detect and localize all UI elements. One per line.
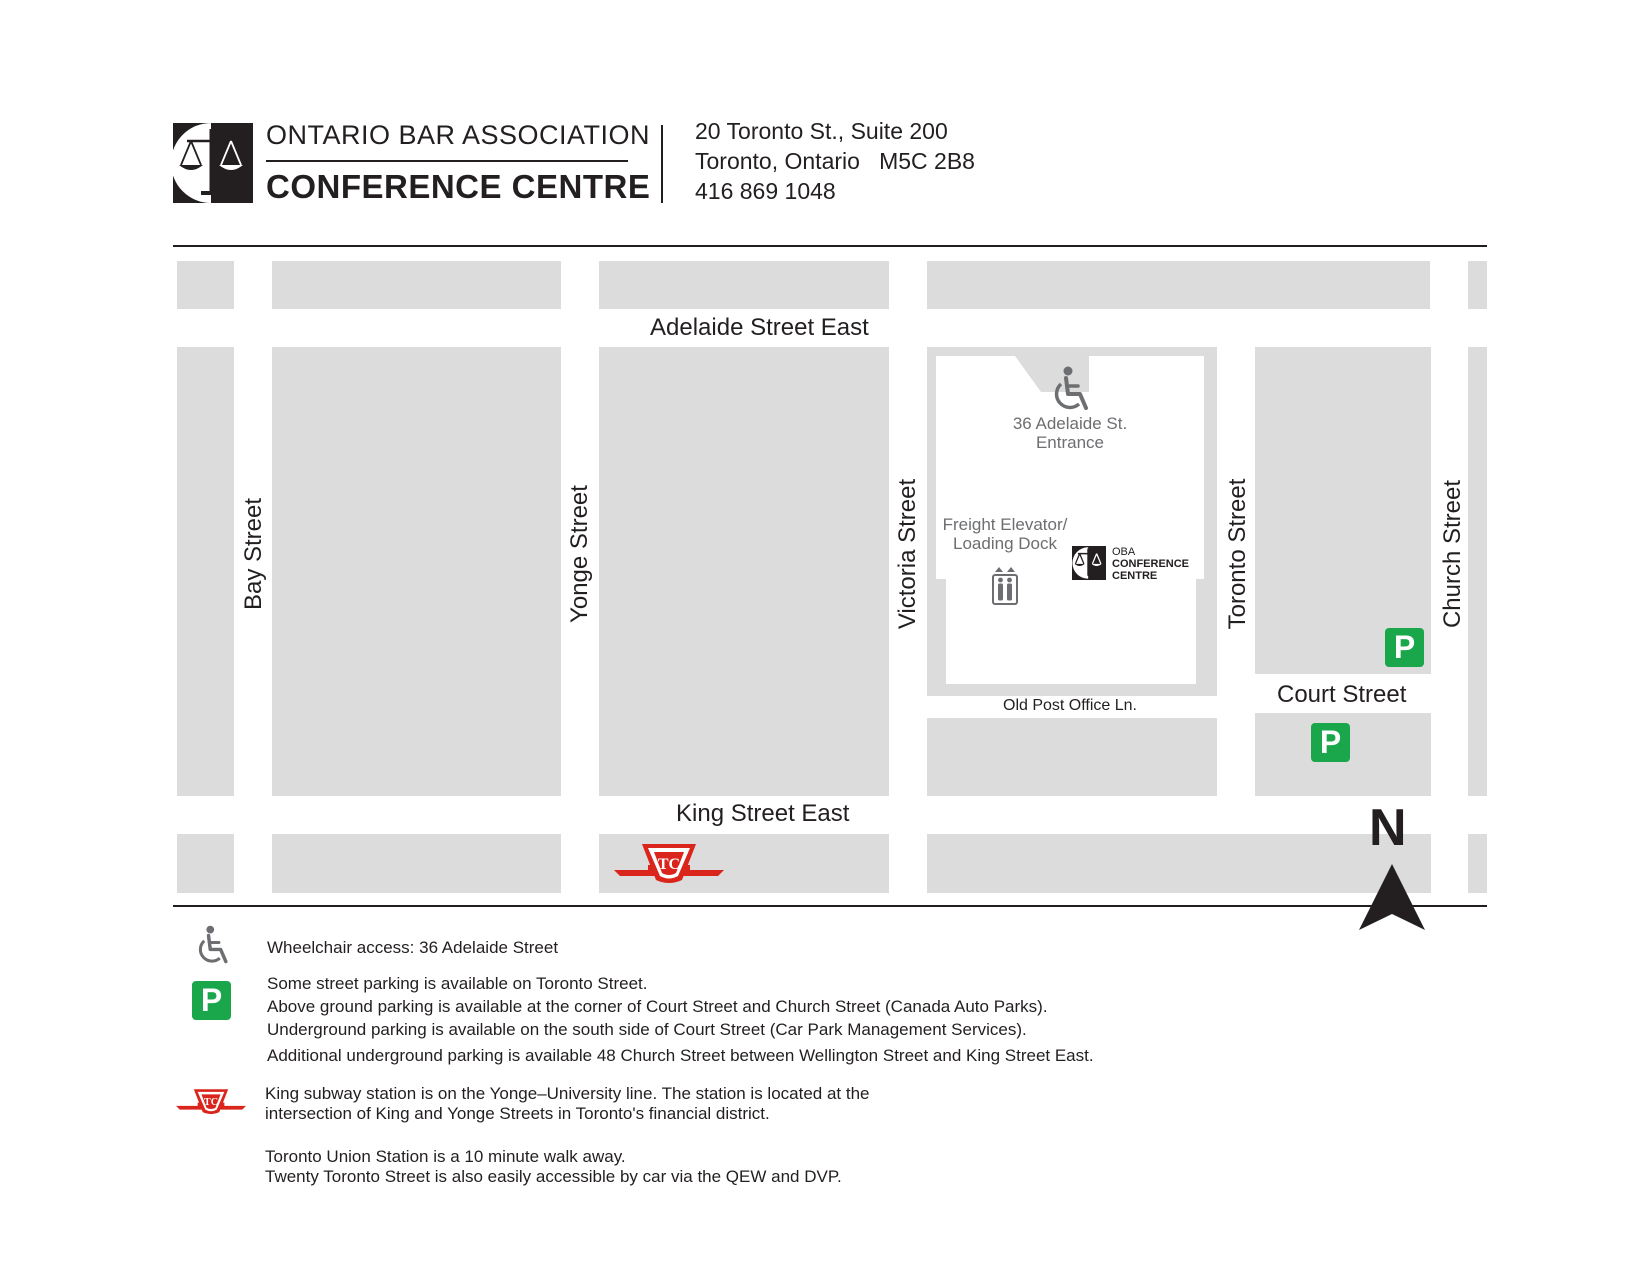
elevator-icon <box>991 565 1019 605</box>
ttc-subway-icon <box>614 842 724 886</box>
legend-parking-3: Underground parking is available on the south side of Court Street (Car Park Management Services). <box>267 1020 1027 1039</box>
street-label-old-post-office: Old Post Office Ln. <box>1003 697 1137 714</box>
city-block <box>1468 834 1487 893</box>
freight-label-line2: Loading Dock <box>953 534 1057 553</box>
svg-text:TC: TC <box>657 856 681 873</box>
city-block <box>599 347 889 796</box>
scales-logo-icon <box>173 123 253 203</box>
street-label-church: Church Street <box>1439 479 1466 629</box>
city-block <box>927 261 1430 309</box>
mini-logo-line3: CENTRE <box>1112 570 1158 582</box>
mini-logo-line2: CONFERENCE <box>1112 558 1190 570</box>
org-name-line2: CONFERENCE CENTRE <box>266 168 651 205</box>
city-block <box>1468 347 1487 796</box>
mini-logo-line1: OBA <box>1112 546 1136 558</box>
street-label-victoria: Victoria Street <box>894 478 921 630</box>
street-label-yonge: Yonge Street <box>566 485 593 623</box>
entrance-label-line1: 36 Adelaide St. <box>1012 414 1128 433</box>
legend-union-1: Toronto Union Station is a 10 minute walk away. <box>265 1147 626 1166</box>
street-label-adelaide: Adelaide Street East <box>650 314 869 341</box>
city-block <box>177 261 234 309</box>
legend-union-2: Twenty Toronto Street is also easily accessible by car via the QEW and DVP. <box>265 1167 842 1186</box>
street-label-bay: Bay Street <box>240 497 267 611</box>
parking-icon: P <box>1311 723 1350 762</box>
freight-label-line1: Freight Elevator/ <box>942 515 1068 534</box>
ttc-subway-icon <box>176 1088 246 1116</box>
entrance-label-line2: Entrance <box>1035 433 1105 452</box>
address-line1: 20 Toronto St., Suite 200 <box>695 118 948 144</box>
wheelchair-icon <box>193 925 231 967</box>
wheelchair-icon <box>1048 366 1092 414</box>
legend-subway-1: King subway station is on the Yonge–University line. The station is located at the <box>265 1084 870 1103</box>
phone-number: 416 869 1048 <box>695 178 836 204</box>
street-label-king: King Street East <box>676 800 850 827</box>
city-block <box>1468 261 1487 309</box>
logo-divider <box>266 160 628 162</box>
org-name-line1: ONTARIO BAR ASSOCIATION <box>266 120 651 150</box>
city-block <box>272 834 561 893</box>
city-block <box>1255 347 1431 674</box>
north-arrow-icon <box>1357 862 1427 932</box>
svg-text:TC: TC <box>203 1097 219 1109</box>
legend-wheelchair: Wheelchair access: 36 Adelaide Street <box>267 938 559 957</box>
map-bottom-rule <box>173 905 1487 907</box>
legend-subway-2: intersection of King and Yonge Streets in Toronto's financial district. <box>265 1104 770 1123</box>
north-label: N <box>1369 799 1407 857</box>
legend-parking-4: Additional underground parking is available 48 Church Street between Wellington Street and King Street East. <box>267 1046 1094 1065</box>
map-top-rule <box>173 245 1487 247</box>
street-label-toronto: Toronto Street <box>1224 478 1251 630</box>
legend-parking-2: Above ground parking is available at the corner of Court Street and Church Street (Canada Auto Parks). <box>267 997 1048 1016</box>
parking-icon: P <box>1385 628 1424 667</box>
city-block <box>272 347 561 796</box>
city-block <box>177 834 234 893</box>
legend-parking-1: Some street parking is available on Toronto Street. <box>267 974 648 993</box>
city-block <box>599 261 889 309</box>
header-vertical-divider <box>661 125 663 203</box>
city-block <box>272 261 561 309</box>
city-block <box>927 834 1431 893</box>
parking-icon: P <box>192 981 231 1020</box>
address-line2: Toronto, Ontario M5C 2B8 <box>695 148 975 174</box>
city-block <box>177 347 234 796</box>
city-block <box>927 718 1217 796</box>
mini-scales-logo-icon <box>1072 546 1106 580</box>
street-label-court: Court Street <box>1277 681 1407 708</box>
